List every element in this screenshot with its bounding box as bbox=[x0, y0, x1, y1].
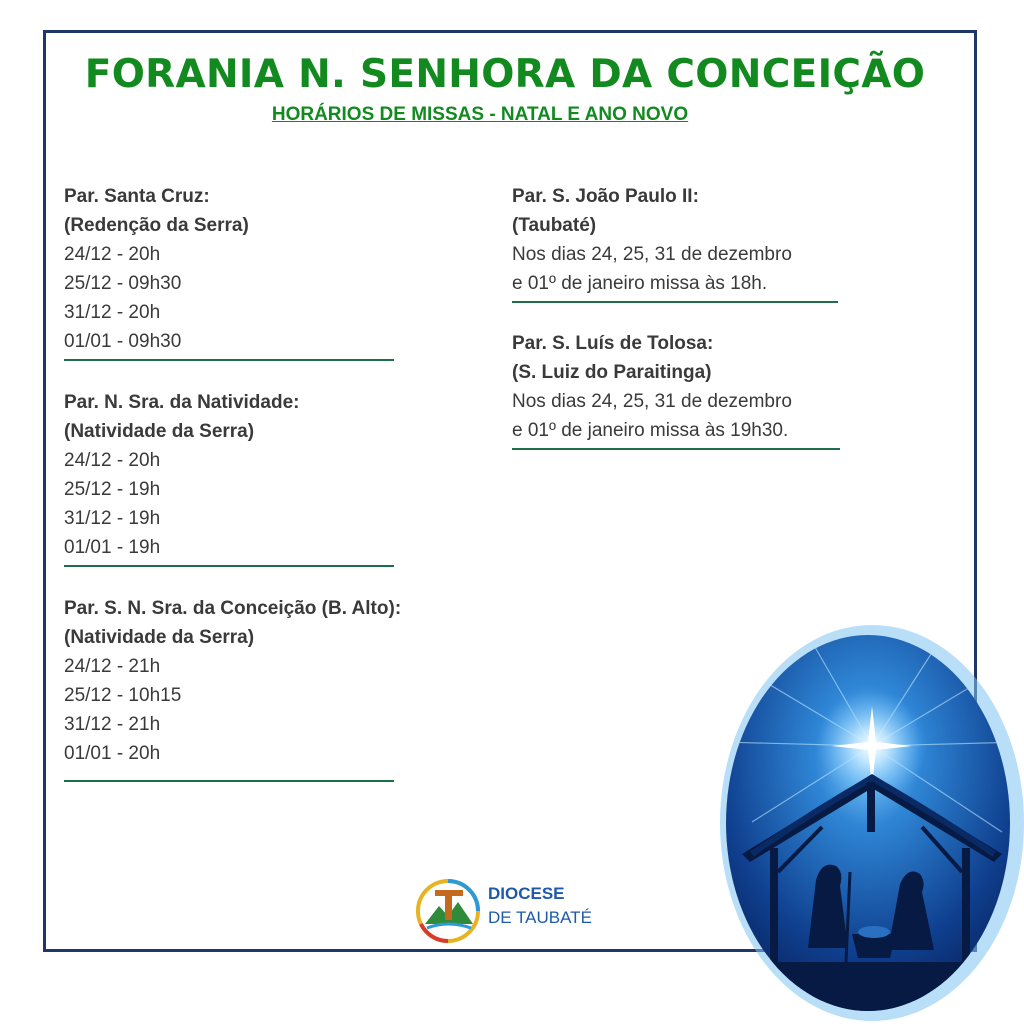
section-divider bbox=[64, 359, 394, 361]
logo-line1: DIOCESE bbox=[488, 884, 565, 903]
parish-luis-tolosa bbox=[512, 329, 840, 450]
parish-location: (Natividade da Serra) bbox=[64, 421, 255, 442]
parish-location: (Redenção da Serra) bbox=[64, 215, 249, 236]
schedule-line: 25/12 - 19h bbox=[64, 479, 161, 500]
parish-location: (S. Luiz do Paraitinga) bbox=[512, 362, 712, 383]
schedule-line: 25/12 - 09h30 bbox=[64, 273, 182, 294]
section-divider bbox=[64, 565, 394, 567]
parish-joao-paulo bbox=[512, 182, 838, 303]
parish-name: Par. S. Luís de Tolosa: bbox=[512, 333, 714, 354]
logo-line2: DE TAUBATÉ bbox=[488, 908, 592, 927]
schedule-line: 24/12 - 21h bbox=[64, 656, 161, 677]
nativity-scene-image bbox=[712, 622, 1024, 1024]
section-divider bbox=[64, 780, 394, 782]
section-divider bbox=[512, 448, 840, 450]
schedule-line: 24/12 - 20h bbox=[64, 450, 161, 471]
schedule-line: 24/12 - 20h bbox=[64, 244, 161, 265]
schedule-line: 01/01 - 19h bbox=[64, 537, 161, 558]
schedule-line: e 01º de janeiro missa às 19h30. bbox=[512, 420, 789, 441]
schedule-line: Nos dias 24, 25, 31 de dezembro bbox=[512, 391, 792, 412]
diocese-emblem-icon bbox=[413, 876, 483, 946]
section-divider bbox=[512, 301, 838, 303]
page-subtitle: HORÁRIOS DE MISSAS - NATAL E ANO NOVO bbox=[271, 104, 689, 125]
schedule-line: e 01º de janeiro missa às 18h. bbox=[512, 273, 768, 294]
parish-location: (Natividade da Serra) bbox=[64, 627, 255, 648]
parish-location: (Taubaté) bbox=[512, 215, 597, 236]
parish-name: Par. S. N. Sra. da Conceição (B. Alto): bbox=[64, 598, 402, 619]
page-title: FORANIA N. SENHORA DA CONCEIÇÃO bbox=[84, 52, 926, 97]
parish-natividade bbox=[64, 388, 394, 567]
parish-santa-cruz bbox=[64, 182, 394, 361]
schedule-line: 01/01 - 09h30 bbox=[64, 331, 182, 352]
schedule-line: 25/12 - 10h15 bbox=[64, 685, 182, 706]
parish-name: Par. S. João Paulo II: bbox=[512, 186, 699, 207]
parish-conceicao bbox=[64, 594, 402, 782]
schedule-line: Nos dias 24, 25, 31 de dezembro bbox=[512, 244, 792, 265]
schedule-line: 31/12 - 21h bbox=[64, 714, 161, 735]
schedule-line: 31/12 - 20h bbox=[64, 302, 161, 323]
schedule-line: 01/01 - 20h bbox=[64, 743, 161, 764]
schedule-line: 31/12 - 19h bbox=[64, 508, 161, 529]
parish-name: Par. Santa Cruz: bbox=[64, 186, 210, 207]
parish-name: Par. N. Sra. da Natividade: bbox=[64, 392, 300, 413]
diocese-logo bbox=[413, 876, 603, 946]
